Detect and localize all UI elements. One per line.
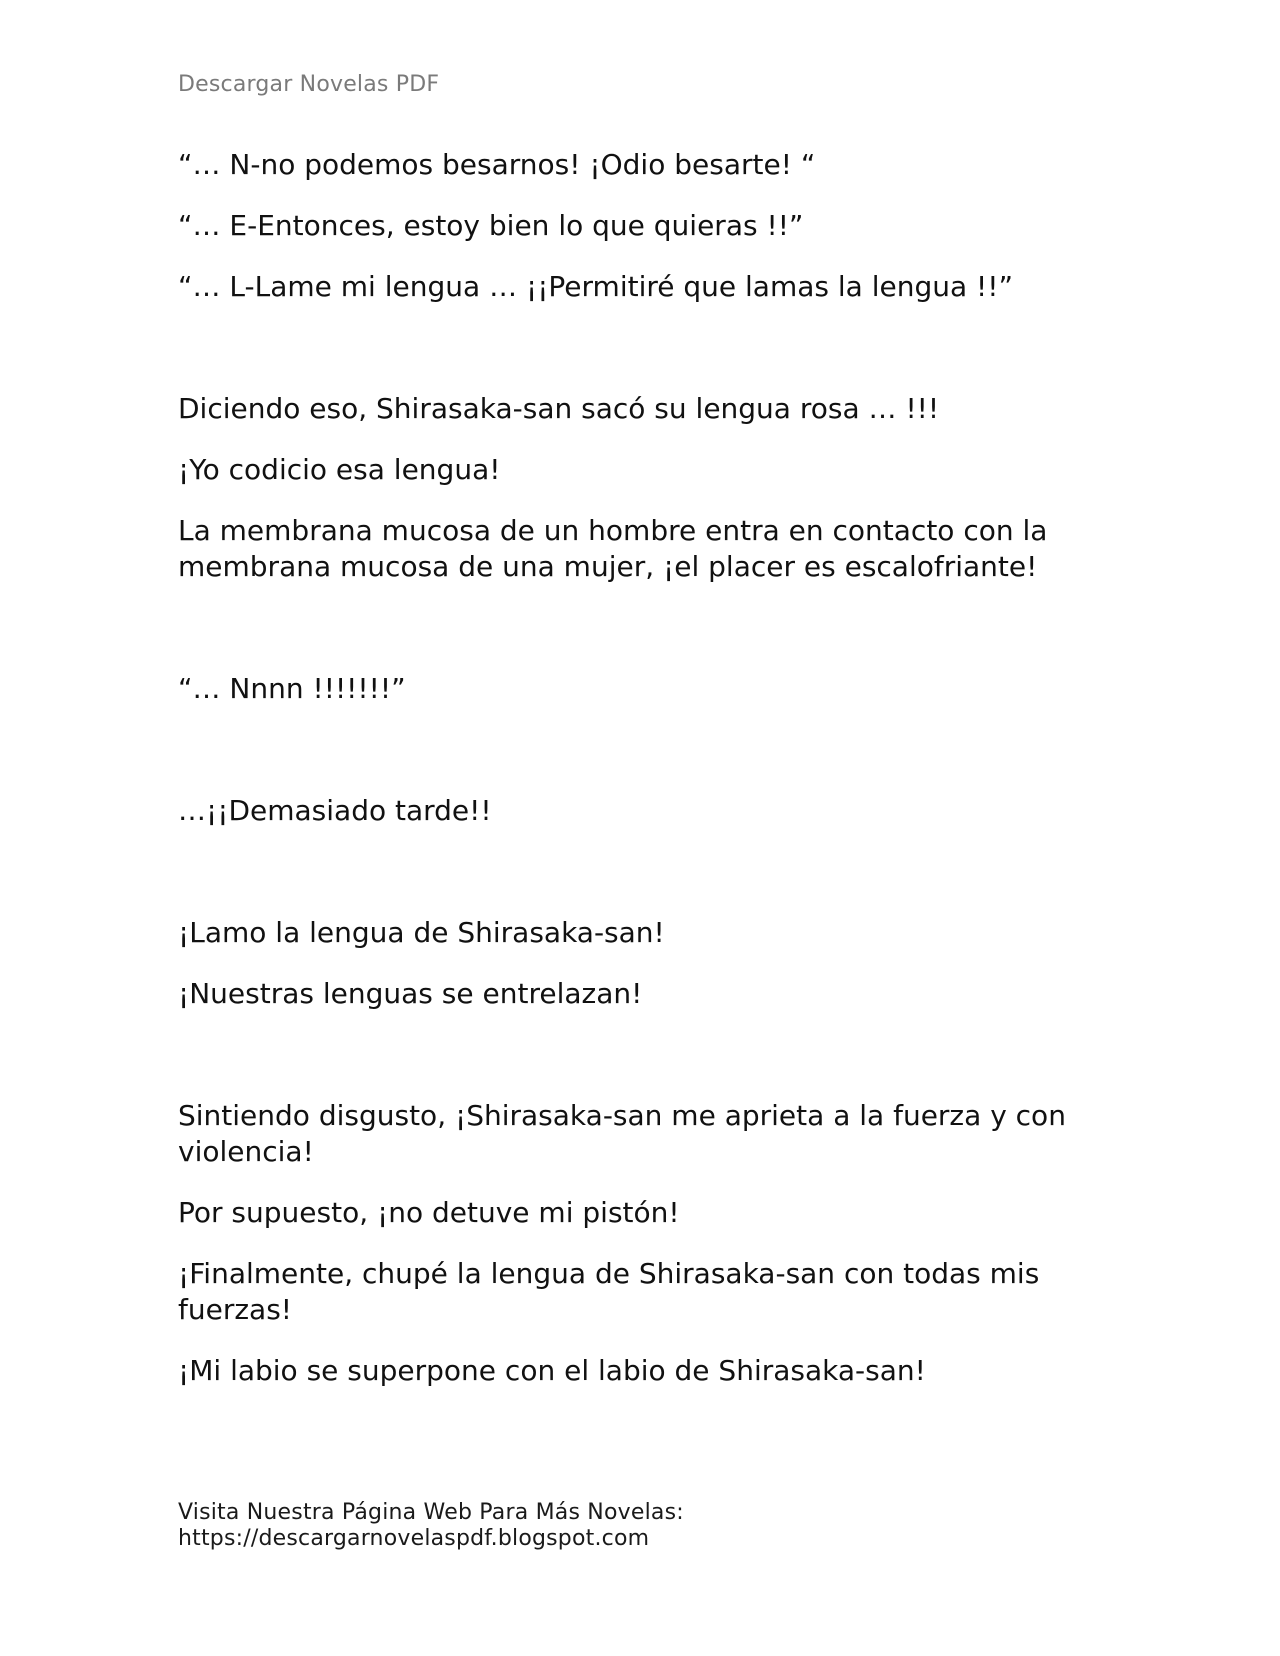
paragraph: Diciendo eso, Shirasaka-san sacó su lengua rosa … !!! bbox=[178, 392, 940, 425]
paragraph: ¡Finalmente, chupé la lengua de Shirasaka-san con todas mis fuerzas! bbox=[178, 1257, 1040, 1326]
footer-promo bbox=[178, 1500, 684, 1552]
footer-text: Visita Nuestra Página Web Para Más Novelas: bbox=[178, 1500, 684, 1525]
paragraph: ¡Nuestras lenguas se entrelazan! bbox=[178, 977, 643, 1010]
section-gap bbox=[178, 610, 1098, 671]
paragraph: ¡Lamo la lengua de Shirasaka-san! bbox=[178, 916, 665, 949]
section-gap bbox=[178, 854, 1098, 915]
section-gap bbox=[178, 330, 1098, 391]
paragraph: “… Nnnn !!!!!!!” bbox=[178, 672, 406, 705]
paragraph: La membrana mucosa de un hombre entra en contacto con la membrana mucosa de una mujer, ¡el placer es escalofriante! bbox=[178, 514, 1048, 583]
paragraph: Por supuesto, ¡no detuve mi pistón! bbox=[178, 1196, 680, 1229]
footer-url: https://descargarnovelaspdf.blogspot.com bbox=[178, 1526, 650, 1551]
section-gap bbox=[178, 1037, 1098, 1098]
header-site-name: Descargar Novelas PDF bbox=[178, 72, 440, 97]
paragraph: “… N-no podemos besarnos! ¡Odio besarte! “ bbox=[178, 148, 816, 181]
paragraph: “… E-Entonces, estoy bien lo que quieras !!” bbox=[178, 209, 804, 242]
paragraph: Sintiendo disgusto, ¡Shirasaka-san me aprieta a la fuerza y con violencia! bbox=[178, 1099, 1066, 1168]
section-gap bbox=[178, 732, 1098, 793]
paragraph: …¡¡Demasiado tarde!! bbox=[178, 794, 492, 827]
paragraph: ¡Mi labio se superpone con el labio de Shirasaka-san! bbox=[178, 1354, 926, 1387]
paragraph: ¡Yo codicio esa lengua! bbox=[178, 453, 501, 486]
document-body bbox=[178, 147, 1098, 1414]
paragraph: “… L-Lame mi lengua … ¡¡Permitiré que lamas la lengua !!” bbox=[178, 270, 1014, 303]
